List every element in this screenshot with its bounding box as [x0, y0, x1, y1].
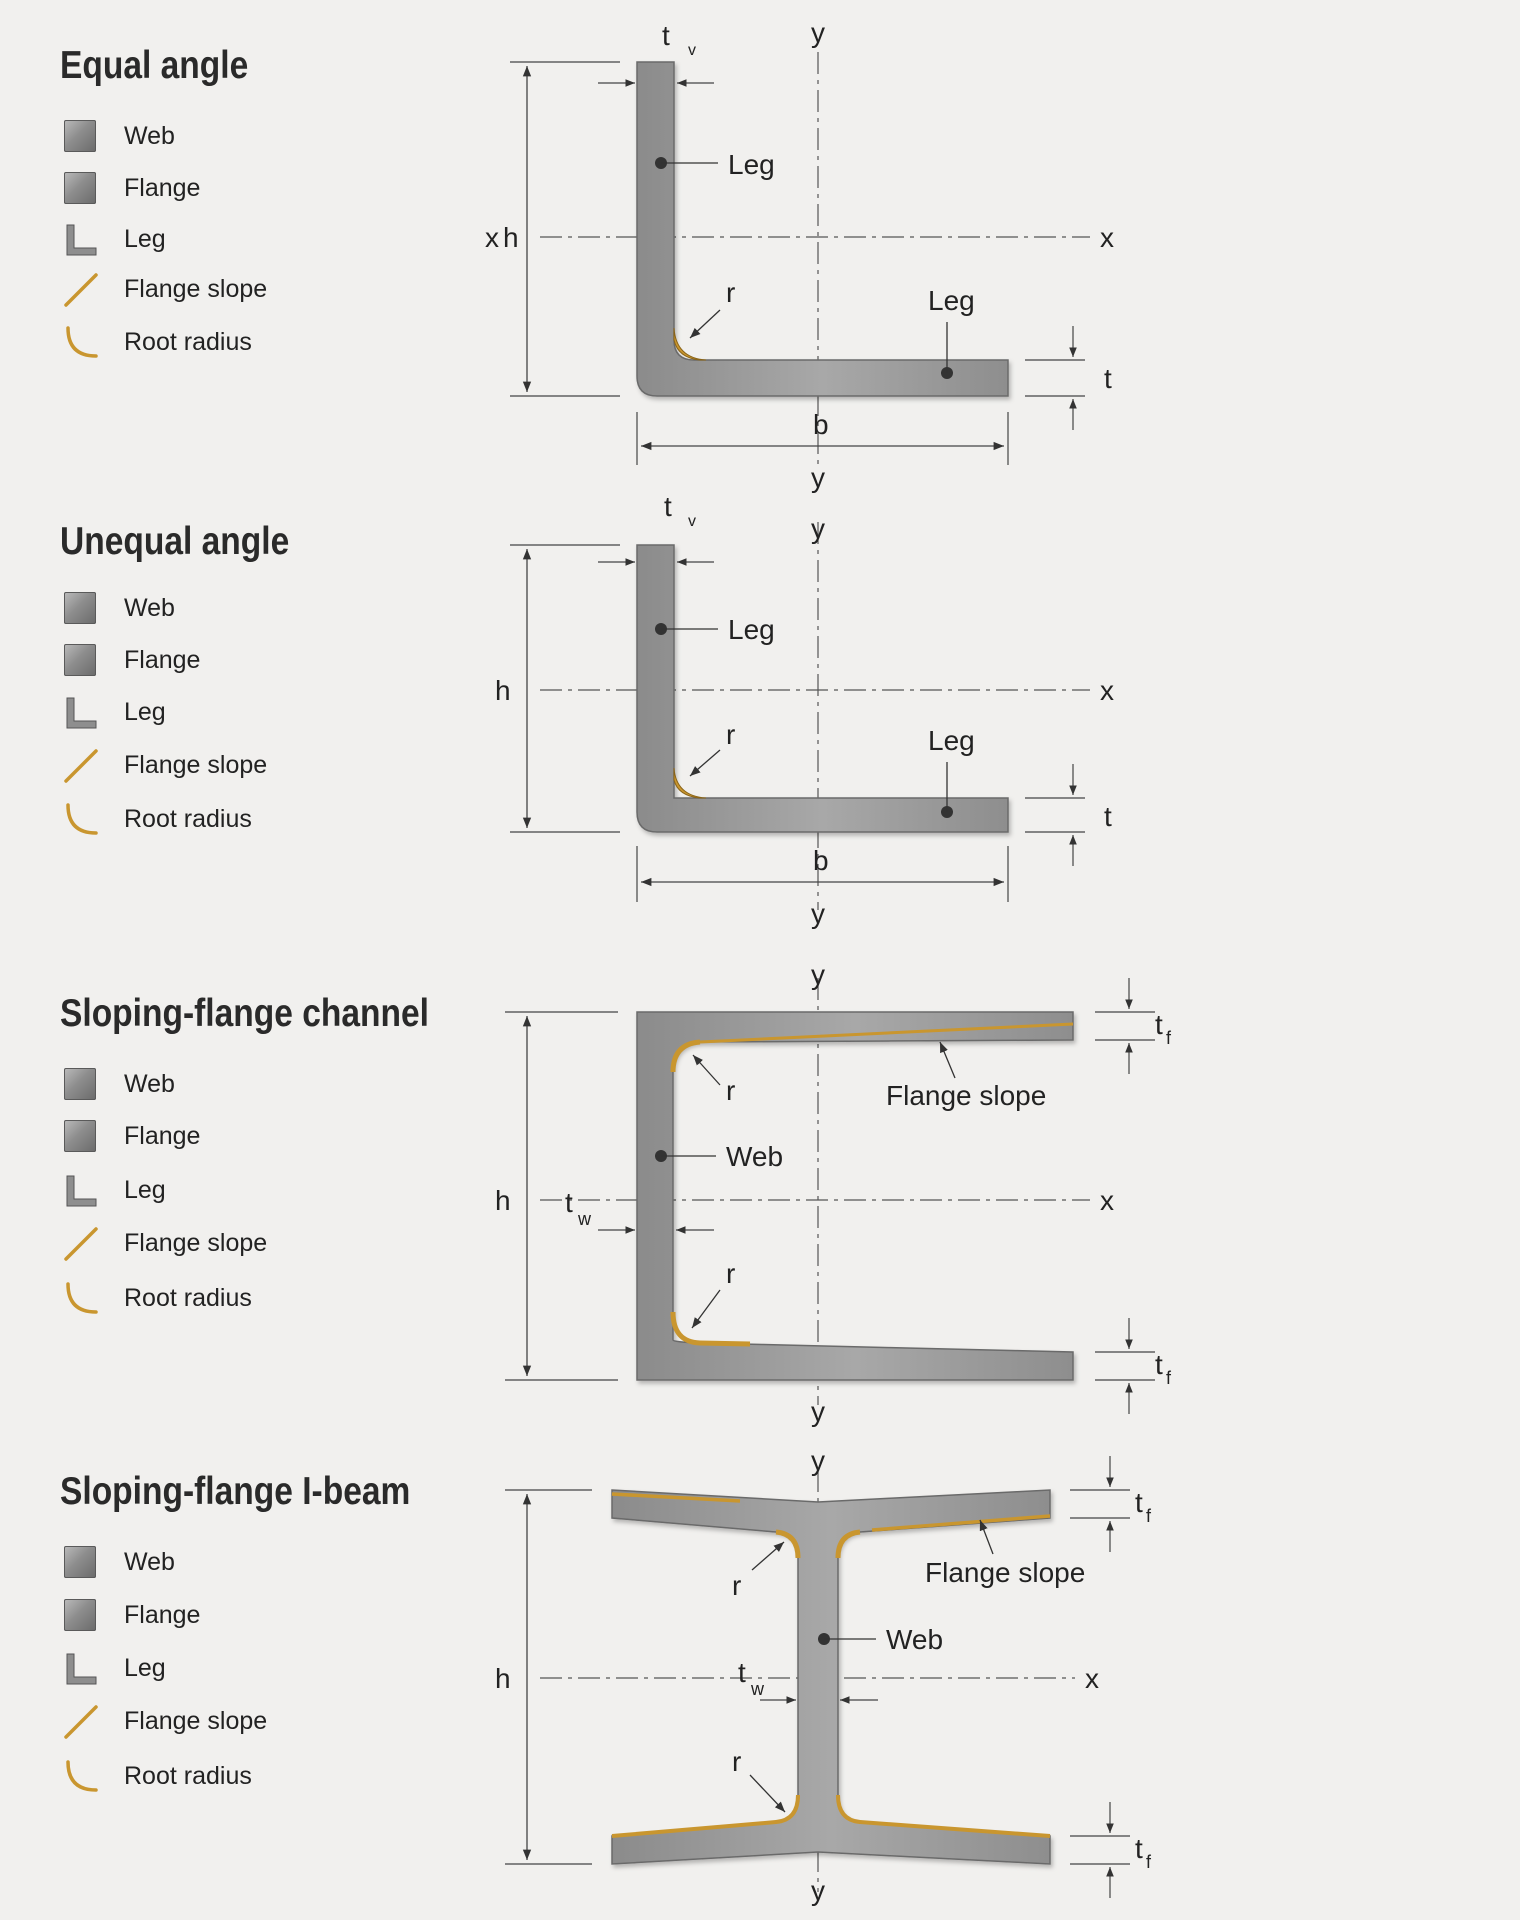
channel-section [637, 1012, 1073, 1380]
web-label: Web [886, 1624, 944, 1655]
legend-label: Web [124, 1548, 175, 1576]
leg2-label: Leg [928, 725, 975, 756]
legend-label: Flange [124, 646, 201, 674]
legend-label: Root radius [124, 1284, 252, 1312]
section-title: Unequal angle [60, 520, 290, 563]
legend-label: Flange slope [124, 1229, 268, 1257]
i-beam-section [612, 1490, 1050, 1864]
tf2-sub: f [1146, 1852, 1152, 1872]
tw-sub: w [578, 1209, 591, 1229]
b-label: b [813, 845, 829, 876]
y-bottom-label: y [811, 898, 825, 929]
b-label: b [813, 409, 829, 440]
y-top-label: y [811, 959, 825, 990]
y-top-label: y [811, 513, 825, 544]
root-radius-bottom [673, 1312, 750, 1344]
tv-sub: v [688, 42, 696, 59]
channel-diagram [0, 950, 1520, 1430]
x-left-label: x [485, 222, 499, 253]
tf-label: t [1155, 1009, 1163, 1040]
h-label: h [495, 1663, 511, 1694]
legend-label: Flange slope [124, 751, 268, 779]
legend-label: Leg [124, 698, 166, 726]
r-top-label: r [732, 1570, 742, 1601]
h-label: h [495, 1185, 511, 1216]
r-label: r [726, 719, 736, 750]
root-fillet [674, 768, 706, 798]
leg2-label: Leg [928, 285, 975, 316]
section-sloping-flange-i-beam [0, 1430, 1520, 1920]
y-top-label: y [811, 17, 825, 48]
tv-sub: v [688, 513, 696, 530]
x-right-label: x [1100, 675, 1114, 706]
legend-label: Leg [124, 1654, 166, 1682]
legend-label: Web [124, 122, 175, 150]
tw-label: t [738, 1657, 746, 1688]
legend-label: Web [124, 1070, 175, 1098]
x-right-label: x [1100, 1185, 1114, 1216]
tf2-label: t [1155, 1349, 1163, 1380]
y-bottom-label: y [811, 1875, 825, 1906]
r-bottom-label: r [726, 1258, 736, 1289]
legend-label: Flange [124, 1601, 201, 1629]
section-unequal-angle [0, 470, 1520, 950]
section-title: Sloping-flange channel [60, 992, 429, 1035]
tf-sub: f [1146, 1506, 1152, 1526]
tw-sub: w [751, 1679, 764, 1699]
x-right-label: x [1100, 222, 1114, 253]
legend-label: Root radius [124, 1762, 252, 1790]
tf-sub: f [1166, 1028, 1172, 1048]
angle-section [637, 545, 1008, 832]
legend-label: Web [124, 594, 175, 622]
angle-section [637, 62, 1008, 396]
legend-label: Root radius [124, 805, 252, 833]
flange-slope-label: Flange slope [886, 1080, 1047, 1111]
legend-label: Flange slope [124, 1707, 268, 1735]
y-bottom-label: y [811, 462, 825, 493]
unequal-angle-diagram [0, 470, 1520, 950]
tv-label: t [664, 491, 672, 522]
section-title: Equal angle [60, 44, 249, 87]
tf2-sub: f [1166, 1368, 1172, 1388]
section-equal-angle [0, 0, 1520, 493]
section-sloping-flange-channel [0, 950, 1520, 1430]
r-bottom-label: r [732, 1746, 742, 1777]
leg1-label: Leg [728, 149, 775, 180]
legend-label: Leg [124, 225, 166, 253]
section-title: Sloping-flange I-beam [60, 1470, 411, 1513]
h-label: h [503, 222, 519, 253]
equal-angle-diagram [0, 0, 1520, 493]
tv-label: t [662, 20, 670, 51]
legend-label: Flange [124, 174, 201, 202]
tw-label: t [565, 1187, 573, 1218]
y-top-label: y [811, 1445, 825, 1476]
legend-label: Flange [124, 1122, 201, 1150]
t-label: t [1104, 801, 1112, 832]
legend-label: Root radius [124, 328, 252, 356]
flange-slope-label: Flange slope [925, 1557, 1086, 1588]
legend-label: Flange slope [124, 275, 268, 303]
r-label: r [726, 277, 736, 308]
t-label: t [1104, 363, 1112, 394]
tf2-label: t [1135, 1833, 1143, 1864]
h-label: h [495, 675, 511, 706]
legend-label: Leg [124, 1176, 166, 1204]
r-top-label: r [726, 1075, 736, 1106]
i-beam-diagram [0, 1430, 1520, 1920]
x-right-label: x [1085, 1663, 1099, 1694]
tf-label: t [1135, 1487, 1143, 1518]
web-label: Web [726, 1141, 784, 1172]
leg1-label: Leg [728, 614, 775, 645]
y-bottom-label: y [811, 1396, 825, 1427]
